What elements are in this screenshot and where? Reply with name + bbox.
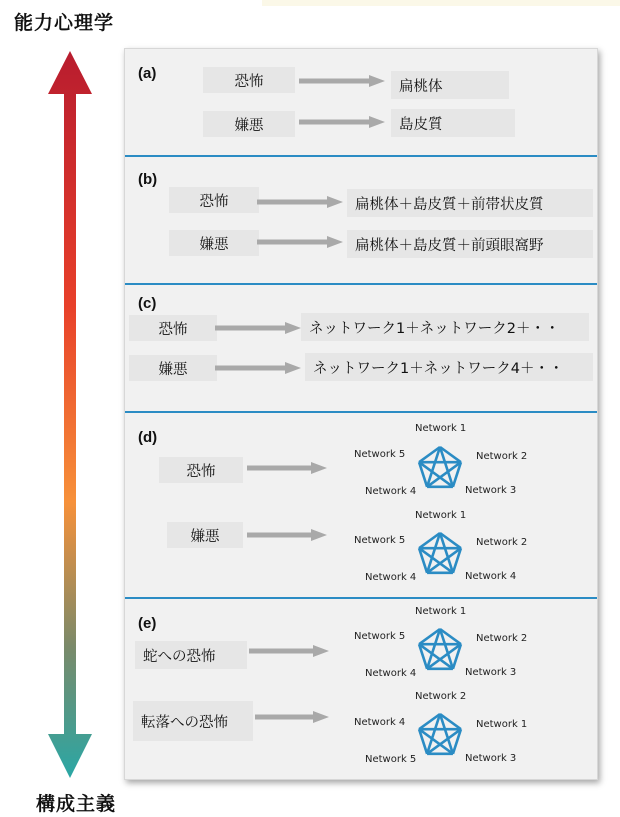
section-c-target-2: ネットワーク1＋ネットワーク4＋・・: [305, 353, 593, 381]
section-a-label: (a): [138, 65, 157, 82]
network-graph-icon: [415, 528, 465, 578]
network-label: Network 4: [365, 668, 417, 679]
section-e-label: (e): [138, 615, 157, 632]
network-label: Network 4: [365, 486, 417, 497]
axis-arrow-shape: [48, 51, 92, 778]
section-d-emotion-1: 恐怖: [159, 457, 243, 483]
network-graph-icon: [415, 709, 465, 759]
network-pentagon: [415, 709, 465, 763]
section-b-target-1: 扁桃体＋島皮質＋前帯状皮質: [347, 189, 593, 217]
diagram-panel: [124, 48, 598, 780]
section-divider: [125, 283, 597, 285]
network-label: Network 2: [476, 451, 528, 462]
network-label: Network 5: [354, 449, 406, 460]
network-label: Network 1: [476, 719, 528, 730]
section-b-target-2: 扁桃体＋島皮質＋前頭眼窩野: [347, 230, 593, 258]
arrow-icon: [257, 196, 343, 208]
network-label: Network 3: [465, 753, 517, 764]
section-divider: [125, 411, 597, 413]
network-graph-icon: [415, 624, 465, 674]
arrow-icon: [299, 116, 385, 128]
section-a-emotion-1: 恐怖: [203, 67, 295, 93]
network-label: Network 5: [354, 631, 406, 642]
section-a-target-2: 島皮質: [391, 109, 515, 137]
network-pentagon: [415, 442, 465, 496]
section-c-label: (c): [138, 295, 157, 312]
section-divider: [125, 155, 597, 157]
arrow-icon: [249, 645, 329, 657]
gradient-double-arrow: [40, 46, 100, 782]
section-divider: [125, 597, 597, 599]
network-label: Network 5: [354, 535, 406, 546]
section-d-label: (d): [138, 429, 158, 446]
section-e-emotion-2: 転落への恐怖: [133, 701, 253, 741]
network-label: Network 2: [476, 633, 528, 644]
top-axis-label: 能力心理学: [14, 12, 115, 34]
network-pentagon: [415, 528, 465, 582]
network-label: Network 4: [365, 572, 417, 583]
section-a-emotion-2: 嫌悪: [203, 111, 295, 137]
bottom-axis-label: 構成主義: [36, 793, 117, 815]
network-label: Network 1: [415, 423, 467, 434]
section-a-target-1: 扁桃体: [391, 71, 509, 99]
network-label: Network 2: [415, 691, 467, 702]
network-graph-icon: [415, 442, 465, 492]
top-highlight-strip: [262, 0, 620, 6]
network-label: Network 5: [365, 754, 417, 765]
network-label: Network 2: [476, 537, 528, 548]
network-label: Network 1: [415, 606, 467, 617]
arrow-icon: [299, 75, 385, 87]
section-e-emotion-1: 蛇への恐怖: [135, 641, 247, 669]
network-pentagon: [415, 624, 465, 678]
section-d-emotion-2: 嫌悪: [167, 522, 243, 548]
arrow-icon: [247, 529, 327, 541]
arrow-icon: [215, 322, 301, 334]
section-b-label: (b): [138, 171, 158, 188]
section-c-emotion-2: 嫌悪: [129, 355, 217, 381]
network-label: Network 3: [465, 667, 517, 678]
arrow-icon: [257, 236, 343, 248]
section-b-emotion-2: 嫌悪: [169, 230, 259, 256]
section-c-emotion-1: 恐怖: [129, 315, 217, 341]
section-b-emotion-1: 恐怖: [169, 187, 259, 213]
network-label: Network 3: [465, 485, 517, 496]
network-label: Network 4: [354, 717, 406, 728]
network-label: Network 4: [465, 571, 517, 582]
section-c-target-1: ネットワーク1＋ネットワーク2＋・・: [301, 313, 589, 341]
arrow-icon: [215, 362, 301, 374]
network-label: Network 1: [415, 510, 467, 521]
arrow-icon: [255, 711, 329, 723]
arrow-icon: [247, 462, 327, 474]
